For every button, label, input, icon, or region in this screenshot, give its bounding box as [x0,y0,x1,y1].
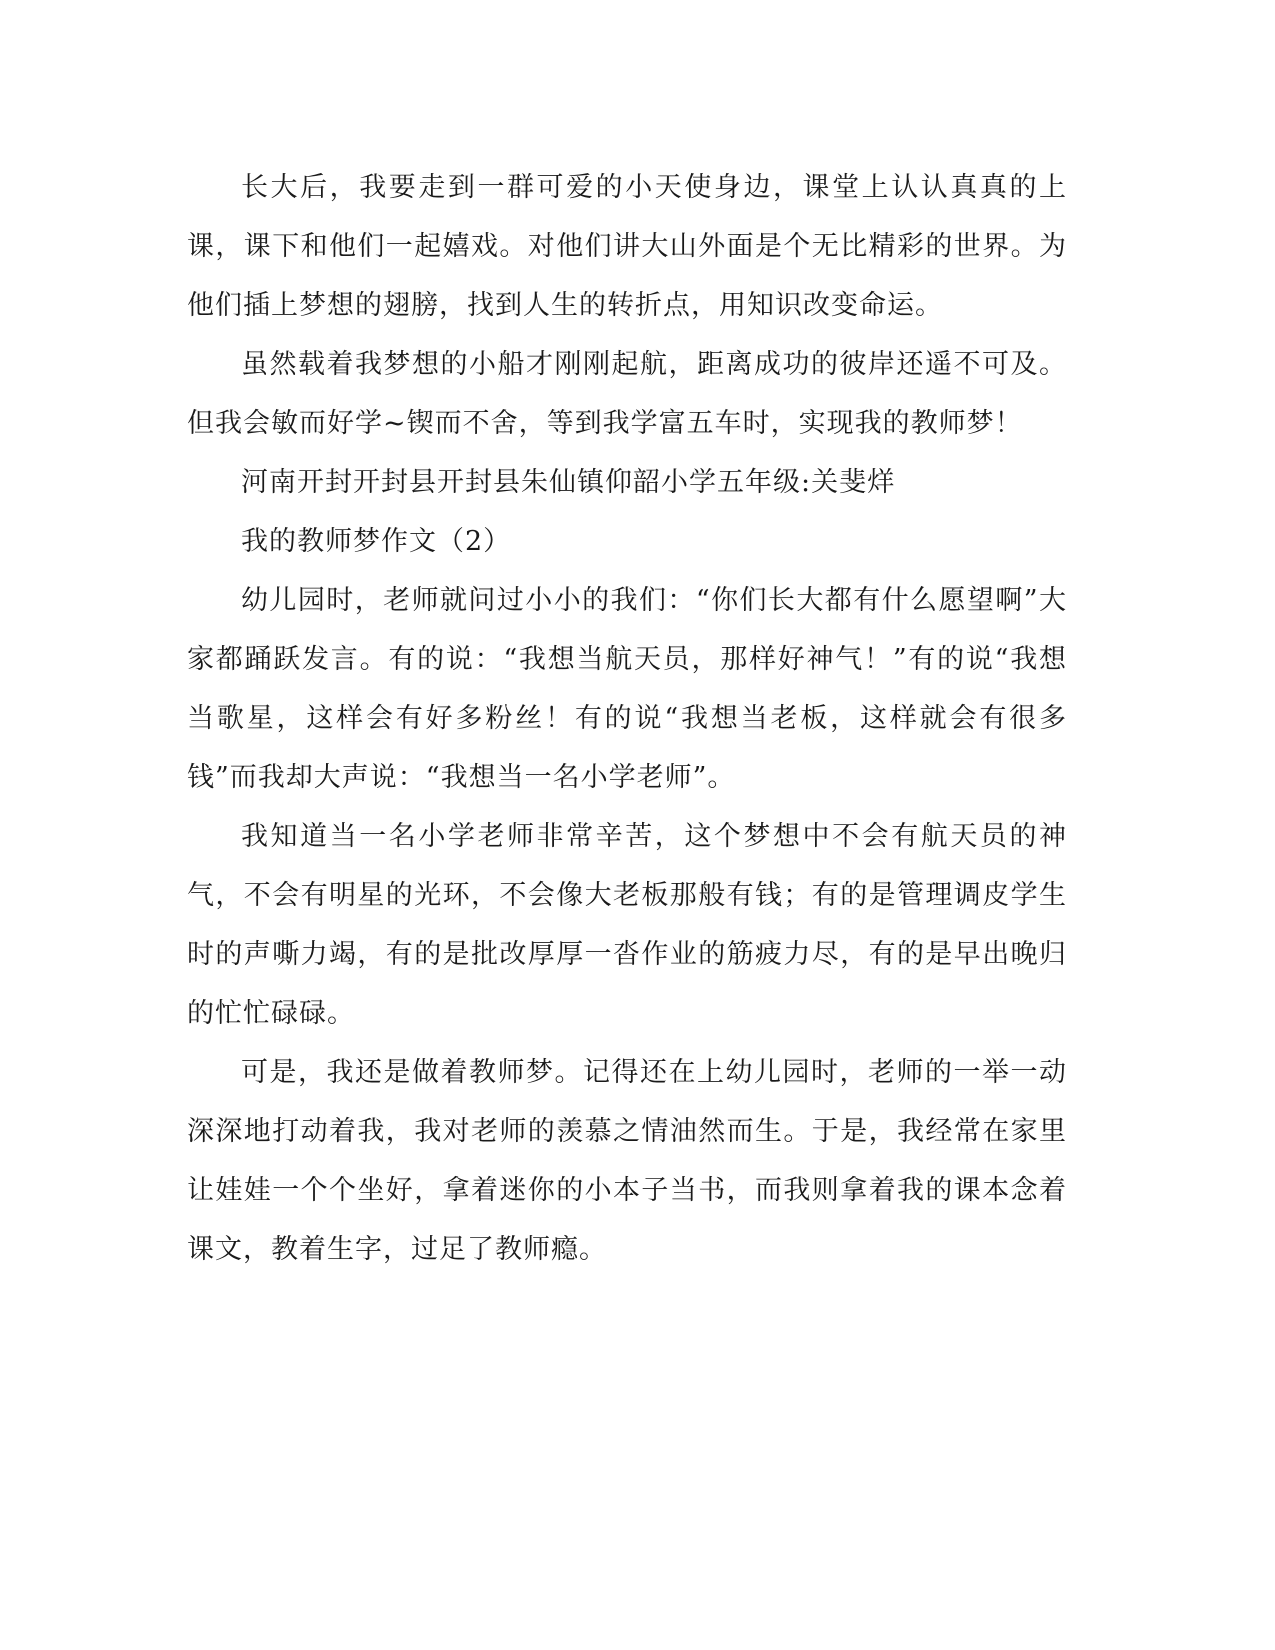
paragraph-kindergarten: 幼儿园时，老师就问过小小的我们：“你们长大都有什么愿望啊”大家都踊跃发言。有的说：“我想当航天员，那样好神气！”有的说“我想当歌星，这样会有好多粉丝！有的说“我想当老板，这样就会有很多钱”而我却大声说：“我想当一名小学老师”。 [187,585,1067,793]
paragraph-hard-work: 我知道当一名小学老师非常辛苦，这个梦想中不会有航天员的神气，不会有明星的光环，不会像大老板那般有钱；有的是管理调皮学生时的声嘶力竭，有的是批改厚厚一沓作业的筋疲力尽，有的是早出晚归的忙忙碌碌。 [187,821,1067,1029]
essay-title-2: 我的教师梦作文（2） [241,526,512,557]
paragraph-future-teacher: 长大后，我要走到一群可爱的小天使身边，课堂上认认真真的上课，课下和他们一起嬉戏。对他们讲大山外面是个无比精彩的世界。为他们插上梦想的翅膀，找到人生的转折点，用知识改变命运。 [187,172,1067,321]
paragraph-still-dreaming: 可是，我还是做着教师梦。记得还在上幼儿园时，老师的一举一动深深地打动着我，我对老师的羡慕之情油然而生。于是，我经常在家里让娃娃一个个坐好，拿着迷你的小本子当书，而我则拿着我的课本念着课文，教着生字，过足了教师瘾。 [187,1057,1067,1265]
author-byline: 河南开封开封县开封县朱仙镇仰韶小学五年级:关斐烊 [241,467,896,498]
document-page [187,158,1067,1279]
paragraph-dream-boat: 虽然载着我梦想的小船才刚刚起航，距离成功的彼岸还遥不可及。但我会敏而好学~锲而不舍，等到我学富五车时，实现我的教师梦！ [187,349,1067,439]
